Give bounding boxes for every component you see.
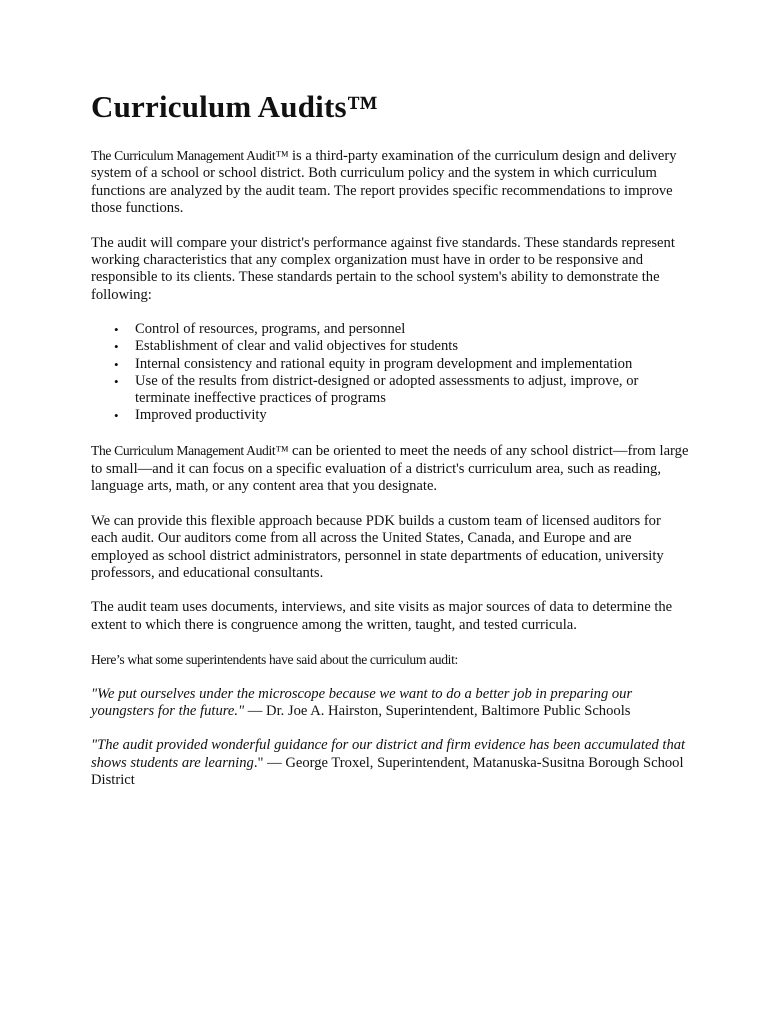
testimonial-quote xyxy=(91,737,691,789)
flexibility-text: can be oriented to meet the needs of any school district—from large to small—and it can focus on a specific evaluation of a district's curriculum area, such as reading, language arts, math, or any content area that you designate. xyxy=(91,443,689,495)
quote-text: "The audit provided wonderful guidance for our district and firm evidence has been accumulated that shows students are learning xyxy=(91,737,686,771)
quote-text: "We put ourselves under the microscope because we want to do a better job in preparing our youngsters for the future." xyxy=(91,685,633,719)
list-item-text: Internal consistency and rational equity in program development and implementation xyxy=(135,355,633,372)
page-title: Curriculum Audits™ xyxy=(91,89,378,124)
list-item-text: Establishment of clear and valid objectives for students xyxy=(135,338,459,355)
quote-attribution: — Dr. Joe A. Hairston, Superintendent, Baltimore Public Schools xyxy=(244,702,631,719)
intro-paragraph xyxy=(91,147,691,218)
bullet-icon: • xyxy=(114,356,119,372)
audit-name-text: The Curriculum Management Audit™ xyxy=(91,148,289,163)
methods-paragraph: The audit team uses documents, interviews, and site visits as major sources of data to determine the extent to which there is congruence among the written, taught, and tested curricula. xyxy=(91,599,673,633)
intro-text: is a third-party examination of the curriculum design and delivery system of a school or school district. Both curriculum policy and the system in which curriculum functions are analyzed by the audit team. The report provides specific recommendations to improve those functions. xyxy=(91,148,677,217)
list-item-text: Control of resources, programs, and personnel xyxy=(135,321,406,338)
list-item xyxy=(114,355,691,373)
bullet-icon: • xyxy=(114,373,119,389)
list-item xyxy=(114,407,691,424)
audit-name-text: The Curriculum Management Audit™ xyxy=(91,443,289,459)
testimonial-quote xyxy=(91,686,691,721)
standards-list xyxy=(91,321,691,424)
flexibility-paragraph xyxy=(91,442,691,495)
document-page xyxy=(91,88,691,807)
quote-attribution: ." — George Troxel, Superintendent, Matanuska-Susitna Borough School District xyxy=(91,754,684,789)
bullet-icon: • xyxy=(114,322,119,338)
bullet-icon: • xyxy=(114,339,119,355)
standards-paragraph: The audit will compare your district's performance against five standards. These standards represent working characteristics that any complex organization must have in order to be responsive and responsible to its clients. These standards pertain to the school system's ability to demonstrate the following: xyxy=(91,234,675,303)
auditors-paragraph: We can provide this flexible approach because PDK builds a custom team of licensed auditors for each audit. Our auditors come from all across the United States, Canada, and Europe and are employed as school district administrators, personnel in state departments of education, university professors, and educational consultants. xyxy=(91,512,664,581)
list-item xyxy=(114,321,691,338)
bullet-icon: • xyxy=(114,408,119,424)
list-item-text: Use of the results from district-designed or adopted assessments to adjust, improve, or terminate ineffective practices of programs xyxy=(135,372,639,407)
list-item-text: Improved productivity xyxy=(135,407,267,424)
list-item xyxy=(114,338,691,355)
list-item xyxy=(114,372,691,407)
testimonials-intro: Here’s what some superintendents have said about the curriculum audit: xyxy=(91,652,458,668)
